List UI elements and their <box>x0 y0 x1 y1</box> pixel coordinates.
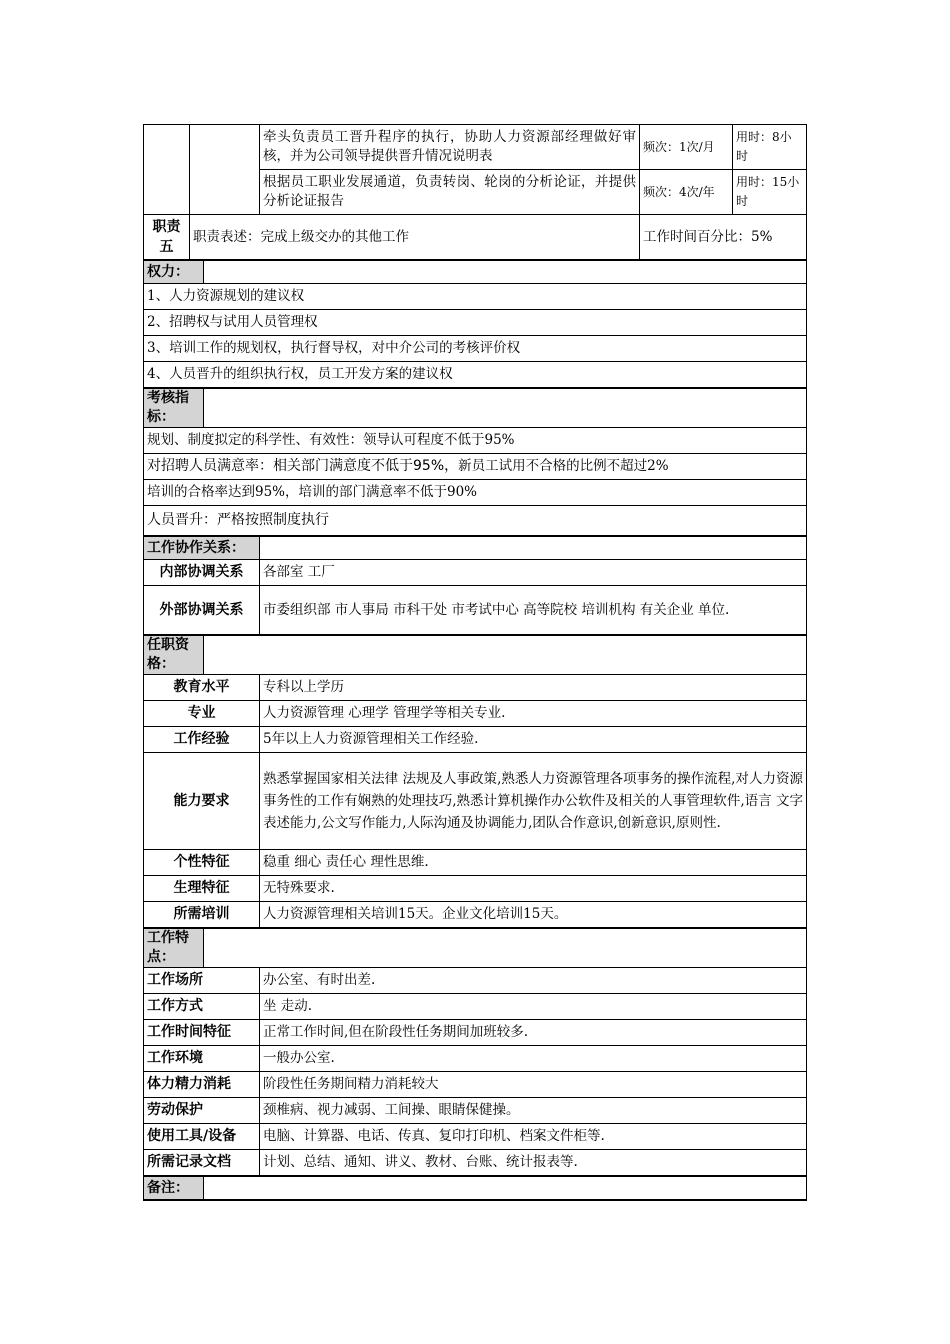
duty5-percentage: 工作时间百分比：5% <box>640 215 807 261</box>
qual-label: 工作经验 <box>144 727 260 753</box>
duty5-description: 职责表述：完成上级交办的其他工作 <box>190 215 640 261</box>
kpi-title: 考核指标： <box>144 388 204 428</box>
internal-value: 各部室 工厂 <box>260 560 807 586</box>
task-description: 根据员工职业发展通道，负责转岗、轮岗的分析论证，并提供分析论证报告 <box>260 170 640 215</box>
coop-title: 工作协作关系： <box>144 536 260 560</box>
feature-label: 劳动保护 <box>144 1098 260 1124</box>
duty5-label: 职责五 <box>144 215 190 261</box>
qual-title: 任职资格： <box>144 635 204 675</box>
kpi-item <box>144 454 807 480</box>
qual-label: 所需培训 <box>144 902 260 929</box>
duty5-row <box>144 215 807 261</box>
feature-row <box>144 994 807 1020</box>
kpi-item <box>144 428 807 454</box>
feature-label: 工作场所 <box>144 968 260 994</box>
qual-label: 个性特征 <box>144 850 260 876</box>
qual-label: 生理特征 <box>144 876 260 902</box>
feature-value: 办公室、有时出差. <box>260 968 807 994</box>
feature-row <box>144 1150 807 1177</box>
qual-row <box>144 727 807 753</box>
feature-row <box>144 1098 807 1124</box>
powers-title: 权力： <box>144 260 204 284</box>
feature-row <box>144 1072 807 1098</box>
qual-value: 无特殊要求. <box>260 876 807 902</box>
task-time: 用时：15小时 <box>733 170 807 215</box>
qual-value: 熟悉掌握国家相关法律 法规及人事政策,熟悉人力资源管理各项事务的操作流程,对人力资源事务性的工作有娴熟的处理技巧,熟悉计算机操作办公软件及相关的人事管理软件,语言 文字表述能力,公文写作能力,人际沟通及协调能力,团队合作意识,创新意识,原则性. <box>260 753 807 850</box>
kpi-item-lead: 对招聘人员满意率：相关部门满意度不低于95%， <box>147 458 459 474</box>
qual-row <box>144 675 807 701</box>
power-item <box>144 310 807 336</box>
task-time: 用时：8小时 <box>733 125 807 170</box>
kpi-item <box>144 506 807 537</box>
feature-label: 体力精力消耗 <box>144 1072 260 1098</box>
internal-label: 内部协调关系 <box>144 560 260 586</box>
task-frequency: 频次：4次/年 <box>640 170 733 215</box>
qual-row <box>144 902 807 929</box>
power-item <box>144 362 807 389</box>
qual-value: 专科以上学历 <box>260 675 807 701</box>
external-value: 市委组织部 市人事局 市科干处 市考试中心 高等院校 培训机构 有关企业 单位. <box>260 586 807 636</box>
power-item-text: 1、人力资源规划的建议权 <box>144 284 807 310</box>
duty-blank-cell <box>190 125 260 215</box>
feature-value: 阶段性任务期间精力消耗较大 <box>260 1072 807 1098</box>
kpi-item-text: 培训的合格率达到95%，培训的部门满意率不低于90% <box>147 484 478 500</box>
kpi-item-lead: 人员晋升：严格按照制度执行 <box>147 512 329 528</box>
feature-row <box>144 1020 807 1046</box>
remarks-title: 备注： <box>144 1176 204 1200</box>
feature-value: 颈椎病、视力减弱、工间操、眼睛保健操。 <box>260 1098 807 1124</box>
qual-value: 人力资源管理相关培训15天。企业文化培训15天。 <box>260 902 807 929</box>
qual-header-row <box>144 635 807 675</box>
power-item-text: 4、人员晋升的组织执行权，员工开发方案的建议权 <box>144 362 807 389</box>
power-item-text: 3、培训工作的规划权，执行督导权，对中介公司的考核评价权 <box>144 336 807 362</box>
qual-label: 能力要求 <box>144 753 260 850</box>
duty-blank-cell <box>144 125 190 215</box>
feature-label: 所需记录文档 <box>144 1150 260 1177</box>
duty-task-row <box>144 125 807 170</box>
feature-value: 一般办公室. <box>260 1046 807 1072</box>
kpi-item-text: 新员工试用不合格的比例不超过2% <box>458 458 669 474</box>
external-label: 外部协调关系 <box>144 586 260 636</box>
qual-row <box>144 701 807 727</box>
task-description: 牵头负责员工晋升程序的执行，协助人力资源部经理做好审核，并为公司领导提供晋升情况说明表 <box>260 125 640 170</box>
powers-header-row <box>144 260 807 284</box>
feature-label: 工作方式 <box>144 994 260 1020</box>
kpi-item <box>144 480 807 506</box>
power-item <box>144 284 807 310</box>
feature-value: 计划、总结、通知、讲义、教材、台账、统计报表等. <box>260 1150 807 1177</box>
qual-row <box>144 753 807 850</box>
feature-row <box>144 968 807 994</box>
feature-label: 工作时间特征 <box>144 1020 260 1046</box>
features-title: 工作特点： <box>144 928 204 968</box>
qual-value: 稳重 细心 责任心 理性思维. <box>260 850 807 876</box>
feature-label: 使用工具/设备 <box>144 1124 260 1150</box>
coop-internal-row <box>144 560 807 586</box>
features-header-row <box>144 928 807 968</box>
qual-row <box>144 876 807 902</box>
coop-external-row <box>144 586 807 636</box>
remarks-row <box>144 1176 807 1200</box>
power-item <box>144 336 807 362</box>
coop-header-row <box>144 536 807 560</box>
feature-value: 电脑、计算器、电话、传真、复印打印机、档案文件柜等. <box>260 1124 807 1150</box>
task-frequency: 频次：1次/月 <box>640 125 733 170</box>
power-item-text: 2、招聘权与试用人员管理权 <box>144 310 807 336</box>
feature-value: 坐 走动. <box>260 994 807 1020</box>
feature-value: 正常工作时间,但在阶段性任务期间加班较多. <box>260 1020 807 1046</box>
qual-row <box>144 850 807 876</box>
kpi-header-row <box>144 388 807 428</box>
qual-label: 教育水平 <box>144 675 260 701</box>
qual-label: 专业 <box>144 701 260 727</box>
kpi-item-text: 规划、制度拟定的科学性、有效性：领导认可程度不低于95% <box>147 432 515 448</box>
qual-value: 人力资源管理 心理学 管理学等相关专业. <box>260 701 807 727</box>
qual-value: 5年以上人力资源管理相关工作经验. <box>260 727 807 753</box>
feature-row <box>144 1124 807 1150</box>
feature-label: 工作环境 <box>144 1046 260 1072</box>
job-description-table <box>143 124 807 1201</box>
feature-row <box>144 1046 807 1072</box>
